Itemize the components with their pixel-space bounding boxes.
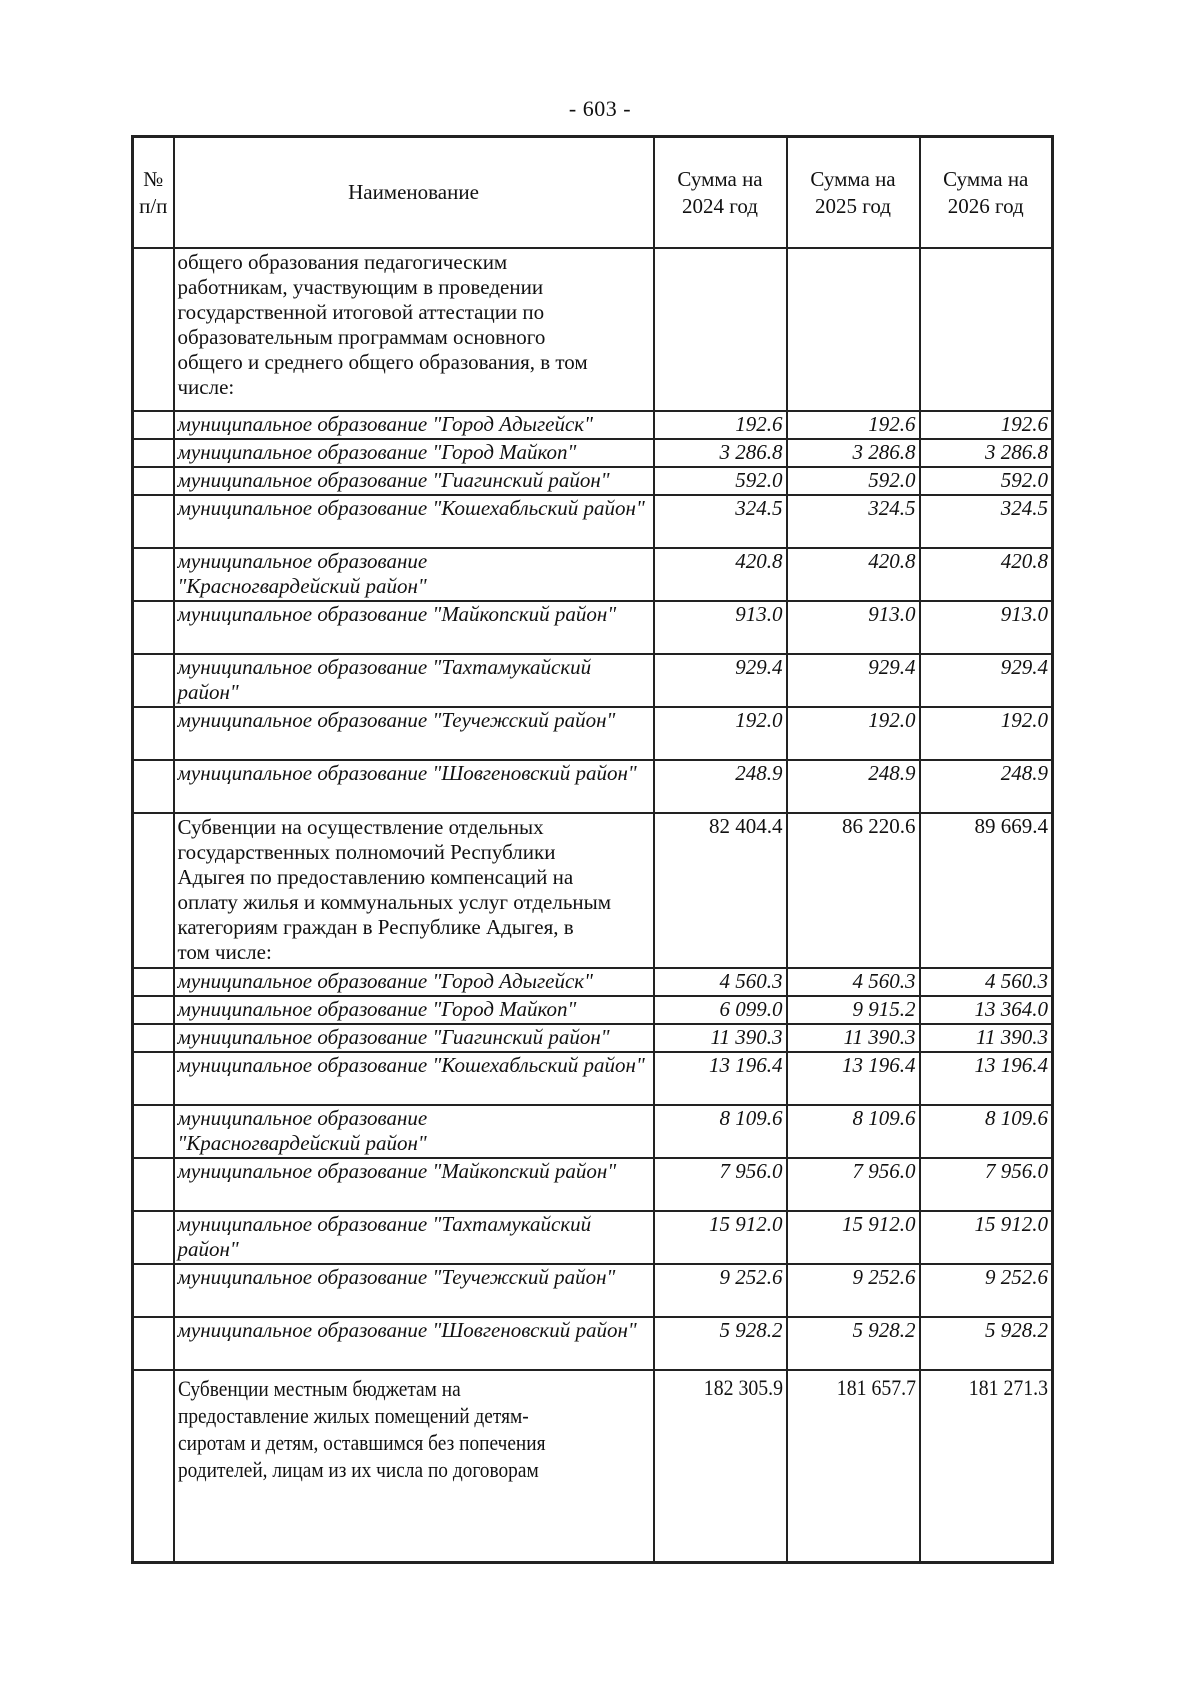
title-line: общего образования педагогическим	[177, 250, 508, 274]
table-row	[133, 495, 1053, 548]
table-row	[133, 1052, 1053, 1105]
row-name: муниципальное образование "Кошехабльский район"	[174, 495, 654, 548]
title-line: государственных полномочий Республики	[177, 840, 556, 864]
header-2024: Сумма на 2024 год	[654, 137, 787, 249]
row-num	[133, 1370, 174, 1562]
value-2025: 11 390.3	[787, 1024, 920, 1052]
value-2025	[787, 248, 920, 411]
table-row	[133, 968, 1053, 996]
title-line: работникам, участвующим в проведении	[177, 275, 544, 299]
table-row	[133, 1105, 1053, 1158]
value-2024: 5 928.2	[654, 1317, 787, 1370]
title-line: государственной итоговой аттестации по	[177, 300, 545, 324]
row-name: муниципальное образование "Город Адыгейск"	[174, 411, 654, 439]
value-2026: 7 956.0	[920, 1158, 1053, 1211]
table-header-row	[133, 137, 1053, 249]
value-2026: 9 252.6	[920, 1264, 1053, 1317]
value-2025: 420.8	[787, 548, 920, 601]
title-line: Субвенции местным бюджетам на	[177, 1376, 461, 1401]
value-2026: 929.4	[920, 654, 1053, 707]
value-2024: 420.8	[654, 548, 787, 601]
value-2024: 82 404.4	[654, 813, 787, 968]
header-num: № п/п	[133, 137, 174, 249]
table-row	[133, 411, 1053, 439]
section-title	[174, 1370, 654, 1562]
table-row	[133, 467, 1053, 495]
value-2025: 192.6	[787, 411, 920, 439]
value-2026: 592.0	[920, 467, 1053, 495]
title-line: общего и среднего общего образования, в том	[177, 350, 588, 374]
row-name: муниципальное образование "Майкопский район"	[174, 1158, 654, 1211]
value-2024: 11 390.3	[654, 1024, 787, 1052]
value-2026: 15 912.0	[920, 1211, 1053, 1264]
value-2024: 929.4	[654, 654, 787, 707]
row-name: муниципальное образование "Красногвардейский район"	[174, 1105, 654, 1158]
row-name: муниципальное образование "Теучежский район"	[174, 1264, 654, 1317]
row-name: муниципальное образование "Красногвардейский район"	[174, 548, 654, 601]
value-2025: 181 657.7	[787, 1370, 920, 1562]
row-name: муниципальное образование "Город Майкоп"	[174, 996, 654, 1024]
value-2024: 182 305.9	[654, 1370, 787, 1562]
title-line: сиротам и детям, оставшимся без попечения	[177, 1430, 546, 1455]
value-2024: 6 099.0	[654, 996, 787, 1024]
value-2025: 248.9	[787, 760, 920, 813]
value-2025: 929.4	[787, 654, 920, 707]
title-line: категориям граждан в Республике Адыгея, в	[177, 915, 574, 939]
header-2026: Сумма на 2026 год	[920, 137, 1053, 249]
table-row	[133, 1158, 1053, 1211]
table-row	[133, 1317, 1053, 1370]
row-name: муниципальное образование "Город Майкоп"	[174, 439, 654, 467]
value-2026: 3 286.8	[920, 439, 1053, 467]
value-2026: 420.8	[920, 548, 1053, 601]
value-2025: 7 956.0	[787, 1158, 920, 1211]
value-2025: 9 915.2	[787, 996, 920, 1024]
value-2025: 8 109.6	[787, 1105, 920, 1158]
title-line: родителей, лицам из их числа по договорам	[177, 1457, 539, 1482]
value-2026: 11 390.3	[920, 1024, 1053, 1052]
value-2026: 181 271.3	[920, 1370, 1053, 1562]
row-num	[133, 248, 174, 411]
row-name: муниципальное образование "Майкопский район"	[174, 601, 654, 654]
table-row	[133, 439, 1053, 467]
value-2026: 89 669.4	[920, 813, 1053, 968]
title-line: образовательным программам основного	[177, 325, 546, 349]
table-row	[133, 1264, 1053, 1317]
row-name: муниципальное образование "Город Адыгейск"	[174, 968, 654, 996]
value-2026: 192.6	[920, 411, 1053, 439]
value-2024: 7 956.0	[654, 1158, 787, 1211]
value-2026: 913.0	[920, 601, 1053, 654]
section-row	[133, 813, 1053, 968]
value-2026: 5 928.2	[920, 1317, 1053, 1370]
table-row	[133, 760, 1053, 813]
value-2026: 248.9	[920, 760, 1053, 813]
section-row	[133, 1370, 1053, 1562]
section-title	[174, 248, 654, 411]
value-2024: 9 252.6	[654, 1264, 787, 1317]
table-row	[133, 996, 1053, 1024]
row-name: муниципальное образование "Шовгеновский район"	[174, 1317, 654, 1370]
title-line: оплату жилья и коммунальных услуг отдельным	[177, 890, 612, 914]
value-2024: 324.5	[654, 495, 787, 548]
value-2026	[920, 248, 1053, 411]
value-2026: 324.5	[920, 495, 1053, 548]
value-2025: 86 220.6	[787, 813, 920, 968]
value-2025: 592.0	[787, 467, 920, 495]
table-row	[133, 1211, 1053, 1264]
row-name: муниципальное образование "Гиагинский район"	[174, 467, 654, 495]
value-2026: 192.0	[920, 707, 1053, 760]
value-2024: 8 109.6	[654, 1105, 787, 1158]
page-number: - 603 -	[568, 96, 632, 121]
table-row	[133, 654, 1053, 707]
row-num	[133, 813, 174, 968]
value-2025: 913.0	[787, 601, 920, 654]
header-2025: Сумма на 2025 год	[787, 137, 920, 249]
value-2024: 192.6	[654, 411, 787, 439]
value-2024: 15 912.0	[654, 1211, 787, 1264]
value-2026: 13 196.4	[920, 1052, 1053, 1105]
value-2025: 3 286.8	[787, 439, 920, 467]
value-2025: 192.0	[787, 707, 920, 760]
table-row	[133, 601, 1053, 654]
budget-table	[131, 135, 1054, 1564]
value-2024: 913.0	[654, 601, 787, 654]
header-name: Наименование	[174, 137, 654, 249]
value-2024: 3 286.8	[654, 439, 787, 467]
section-title	[174, 813, 654, 968]
row-name: муниципальное образование "Теучежский район"	[174, 707, 654, 760]
value-2025: 324.5	[787, 495, 920, 548]
title-line: предоставление жилых помещений детям-	[177, 1403, 529, 1428]
value-2025: 9 252.6	[787, 1264, 920, 1317]
value-2026: 13 364.0	[920, 996, 1053, 1024]
row-name: муниципальное образование "Тахтамукайский район"	[174, 654, 654, 707]
value-2025: 15 912.0	[787, 1211, 920, 1264]
value-2024: 192.0	[654, 707, 787, 760]
value-2024: 4 560.3	[654, 968, 787, 996]
row-name: муниципальное образование "Тахтамукайский район"	[174, 1211, 654, 1264]
table-row	[133, 707, 1053, 760]
value-2026: 8 109.6	[920, 1105, 1053, 1158]
row-name: муниципальное образование "Шовгеновский район"	[174, 760, 654, 813]
value-2025: 4 560.3	[787, 968, 920, 996]
value-2024: 592.0	[654, 467, 787, 495]
value-2024: 248.9	[654, 760, 787, 813]
row-name: муниципальное образование "Кошехабльский район"	[174, 1052, 654, 1105]
value-2024: 13 196.4	[654, 1052, 787, 1105]
value-2026: 4 560.3	[920, 968, 1053, 996]
row-name: муниципальное образование "Гиагинский район"	[174, 1024, 654, 1052]
table-row	[133, 548, 1053, 601]
value-2025: 13 196.4	[787, 1052, 920, 1105]
value-2024	[654, 248, 787, 411]
title-line: том числе:	[177, 940, 272, 964]
title-line: Субвенции на осуществление отдельных	[177, 815, 544, 839]
table-row	[133, 1024, 1053, 1052]
value-2025: 5 928.2	[787, 1317, 920, 1370]
title-line: числе:	[177, 375, 235, 399]
title-line: Адыгея по предоставлению компенсаций на	[177, 865, 574, 889]
section-row	[133, 248, 1053, 411]
